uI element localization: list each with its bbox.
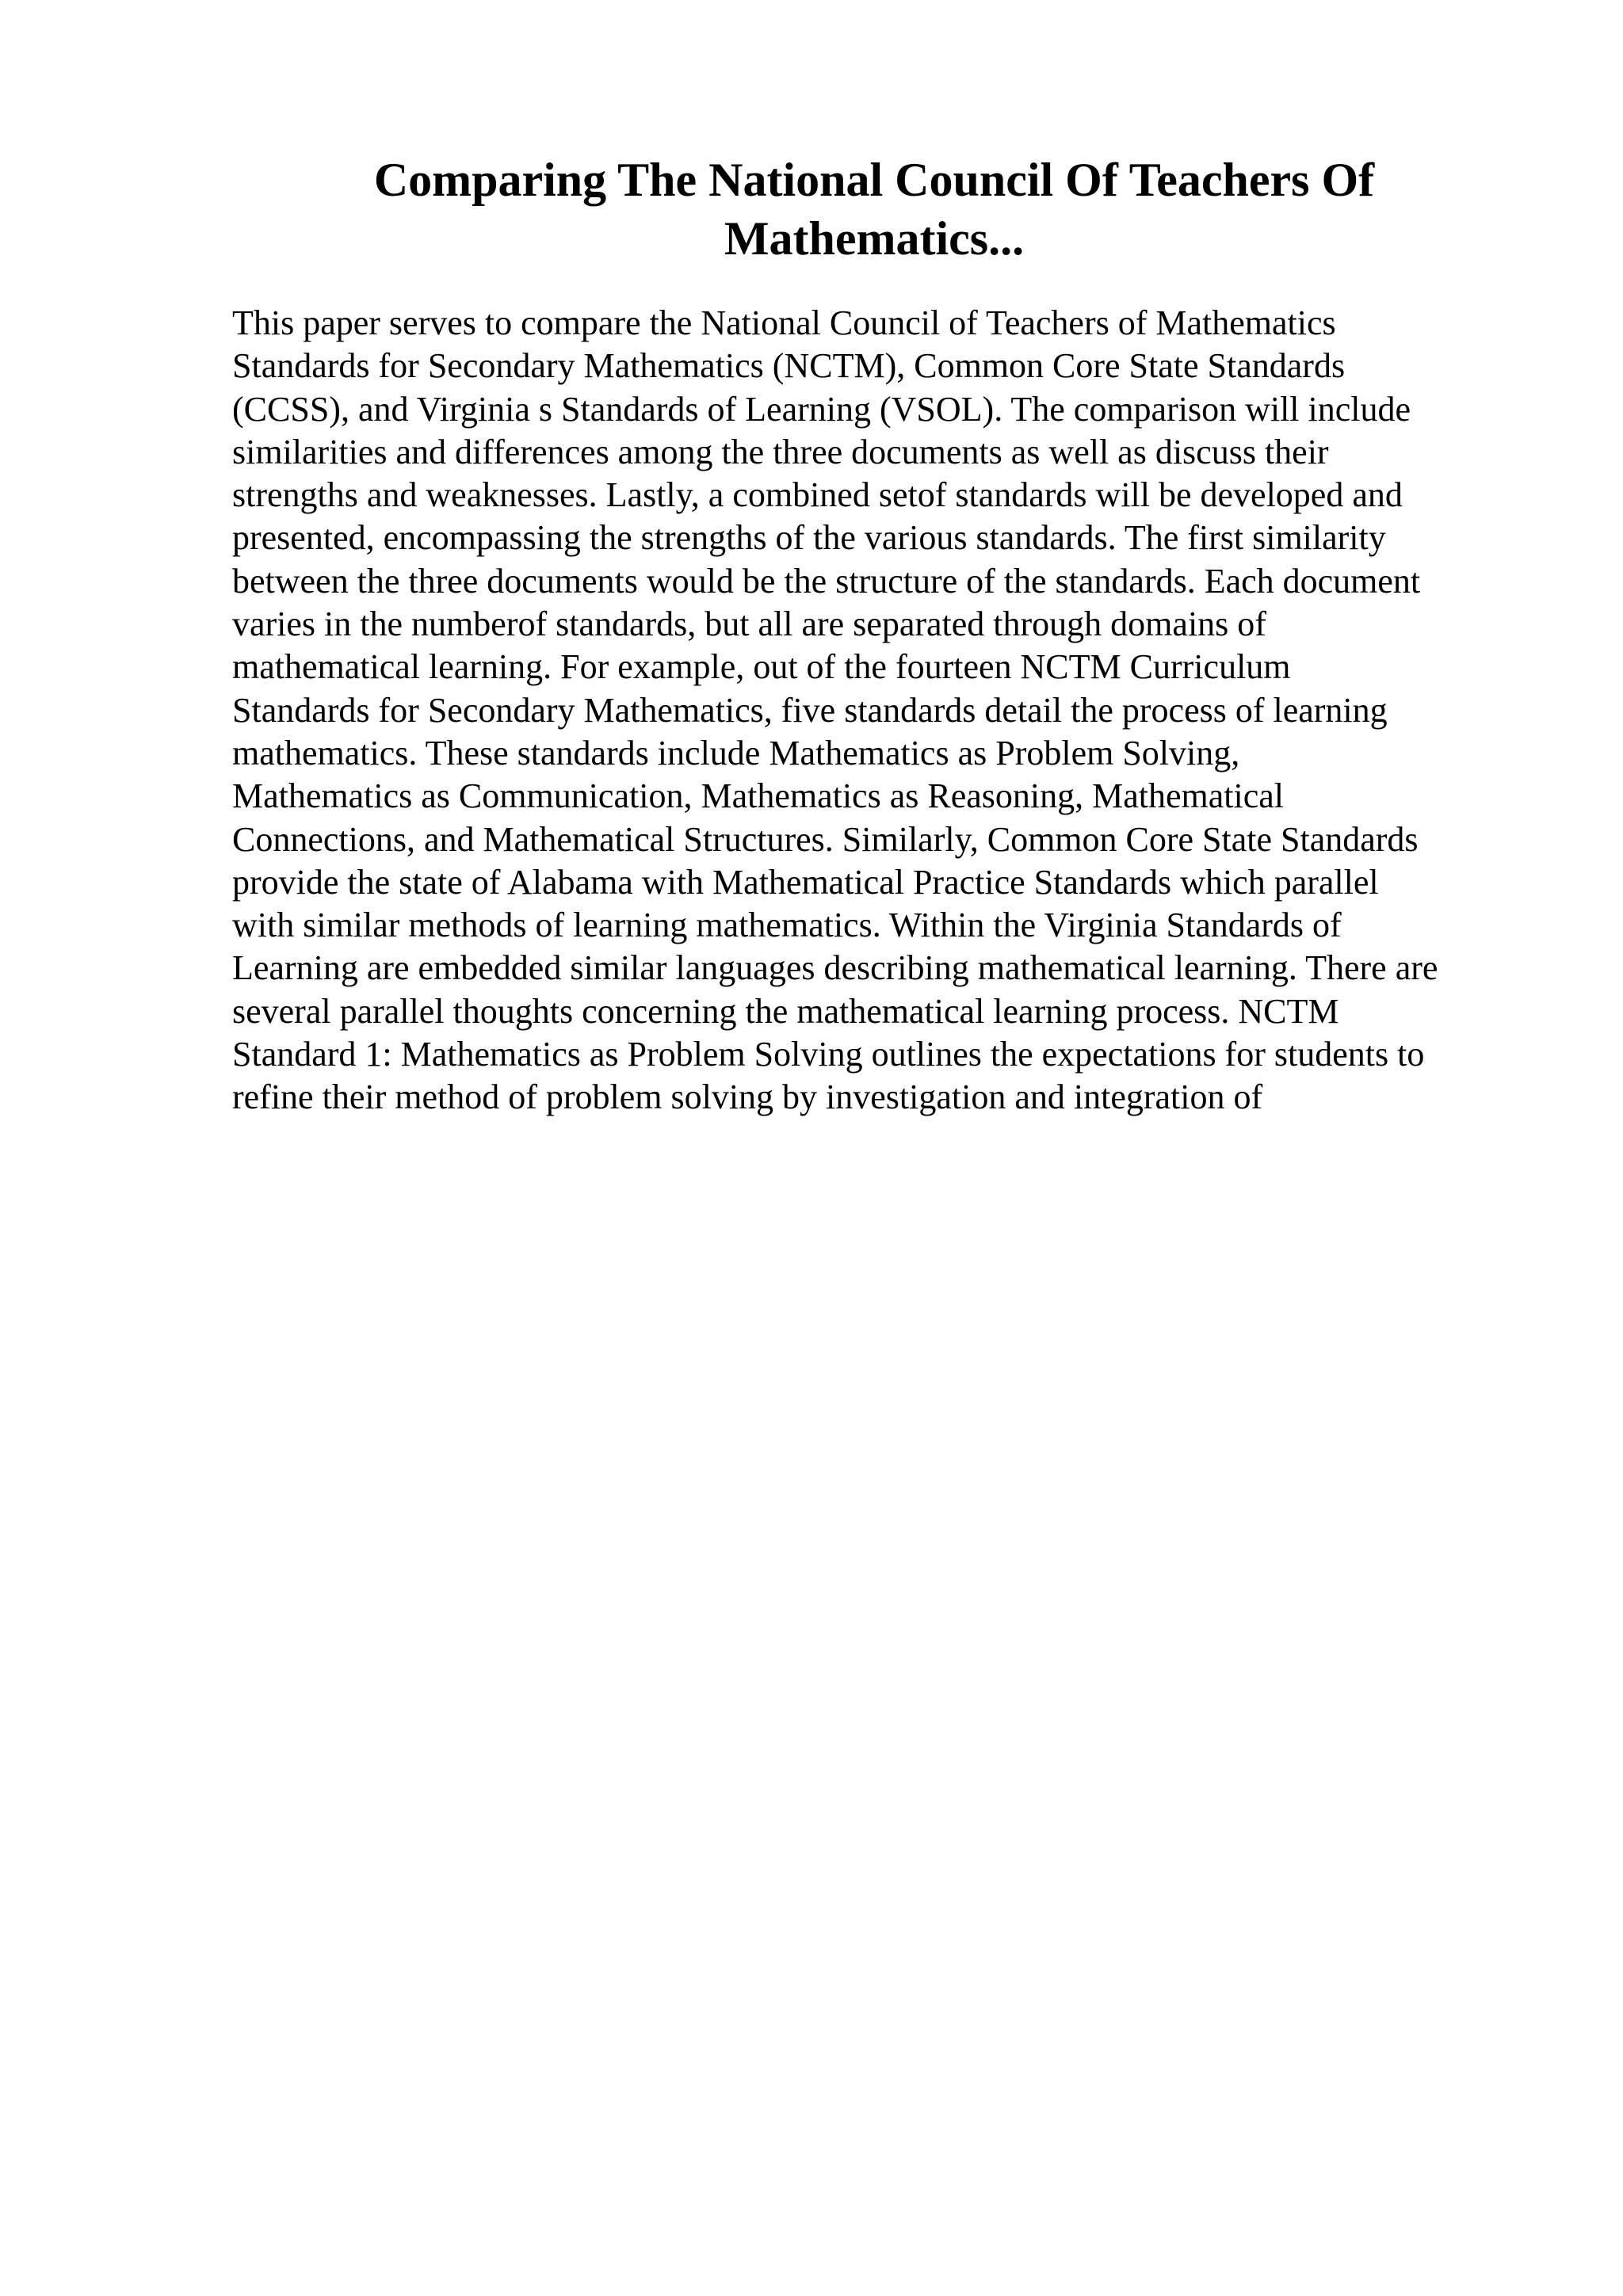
body-line: (CCSS), and Virginia s Standards of Learning (VSOL). The comparison will include <box>232 389 1411 429</box>
body-line: presented, encompassing the strengths of the various standards. The first similarity <box>232 518 1386 558</box>
document-body <box>232 302 1579 1119</box>
body-line: several parallel thoughts concerning the mathematical learning process. NCTM <box>232 991 1339 1031</box>
body-line: provide the state of Alabama with Mathematical Practice Standards which parallel <box>232 862 1379 902</box>
body-line: with similar methods of learning mathematics. Within the Virginia Standards of <box>232 906 1342 945</box>
body-line: Connections, and Mathematical Structures. Similarly, Common Core State Standards <box>232 819 1419 859</box>
body-line: similarities and differences among the three documents as well as discuss their <box>232 432 1329 471</box>
body-line: refine their method of problem solving by investigation and integration of <box>232 1077 1263 1117</box>
body-line: mathematical learning. For example, out of the fourteen NCTM Curriculum <box>232 647 1291 687</box>
body-line: Standard 1: Mathematics as Problem Solving outlines the expectations for students to <box>232 1035 1425 1074</box>
body-line: This paper serves to compare the National Council of Teachers of Mathematics <box>232 303 1336 342</box>
body-line: varies in the numberof standards, but all are separated through domains of <box>232 605 1266 644</box>
body-line: Standards for Secondary Mathematics (NCTM), Common Core State Standards <box>232 346 1346 386</box>
body-line: between the three documents would be the structure of the standards. Each document <box>232 561 1421 601</box>
title-line: Comparing The National Council Of Teachers Of <box>373 154 1375 206</box>
body-line: Learning are embedded similar languages describing mathematical learning. There are <box>232 948 1438 988</box>
document-title <box>232 151 1516 268</box>
body-line: Standards for Secondary Mathematics, five standards detail the process of learning <box>232 690 1388 730</box>
body-line: Mathematics as Communication, Mathematics as Reasoning, Mathematical <box>232 776 1285 816</box>
body-line: mathematics. These standards include Mathematics as Problem Solving, <box>232 733 1240 772</box>
title-line: Mathematics... <box>724 212 1025 265</box>
body-line: strengths and weaknesses. Lastly, a combined setof standards will be developed and <box>232 475 1403 515</box>
